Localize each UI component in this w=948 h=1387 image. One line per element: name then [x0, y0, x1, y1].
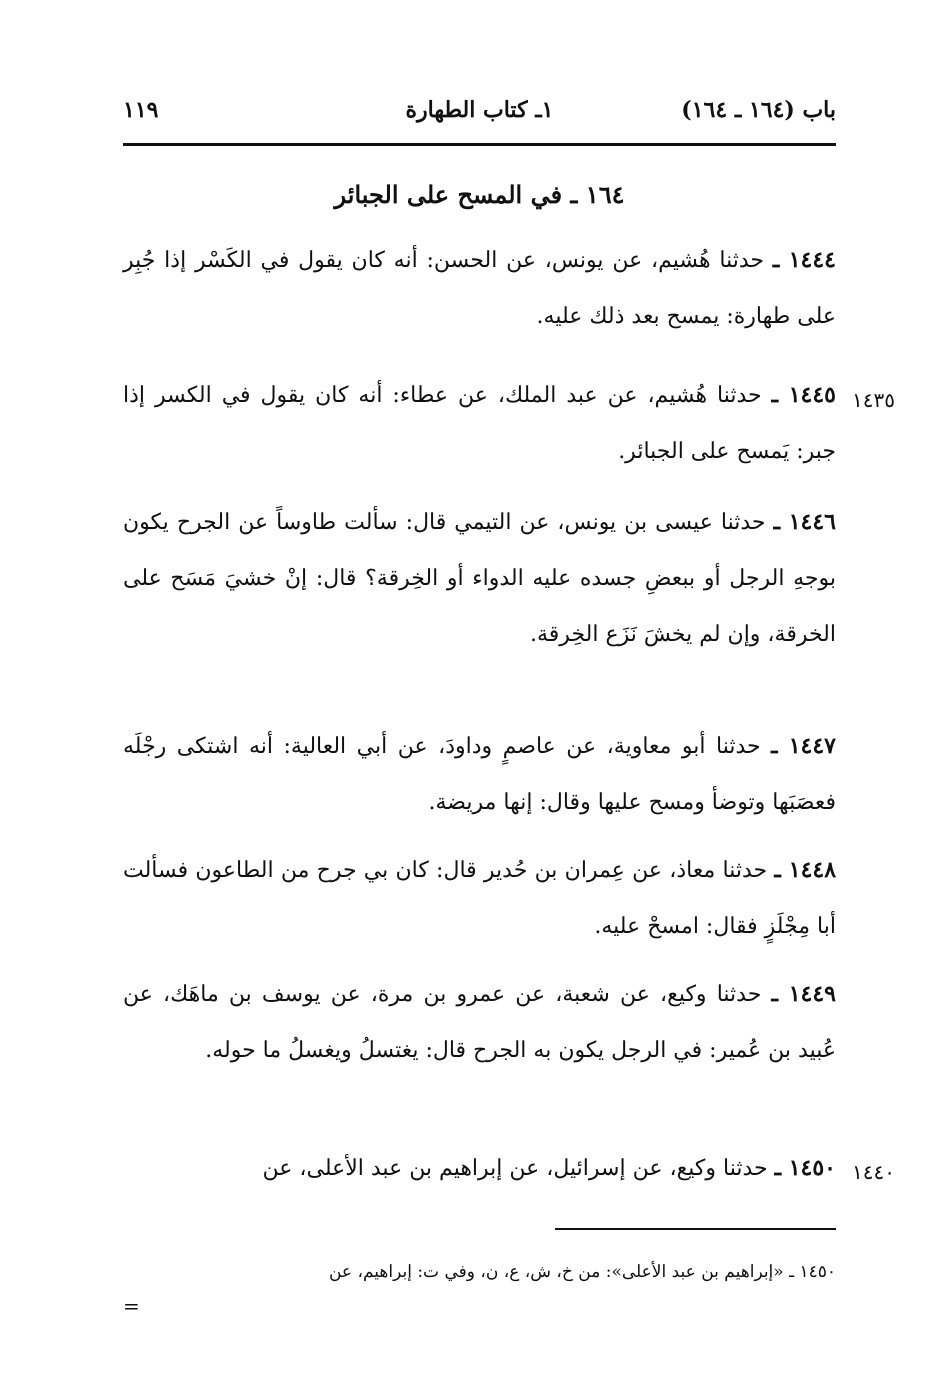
chapter-title: ١٦٤ ـ في المسح على الجبائر	[334, 180, 625, 209]
hadith-entry	[123, 842, 836, 955]
hadith-entry	[123, 718, 836, 831]
hadith-text: حدثنا عيسى بن يونس، عن التيمي قال: سألت طاوساً عن الجرح يكون بوجهِ الرجل أو ببعضِ جسده عليه الدواء أو الخِرقة؟ قال: إنْ خشيَ مَسَح على الخرقة، وإن لم يخشَ نَزَع الخِرقة.	[123, 510, 836, 647]
hadith-text: حدثنا وكيع، عن إسرائيل، عن إبراهيم بن عبد الأعلى، عن	[262, 1156, 768, 1181]
footnote: ١٤٥٠ ـ «إبراهيم بن عبد الأعلى»: من خ، ش، ع، ن، وفي ت: إبراهيم، عن	[328, 1262, 836, 1282]
hadith-text: حدثنا وكيع، عن شعبة، عن عمرو بن مرة، عن يوسف بن ماهَك، عن عُبيد بن عُمير: في الرجل يكون به الجرح قال: يغتسلُ ويغسلُ ما حوله.	[123, 982, 836, 1063]
hadith-number: ١٤٥٠ ـ	[774, 1155, 836, 1181]
hadith-entry	[123, 232, 836, 345]
hadith-text: حدثنا أبو معاوية، عن عاصمٍ وداودَ، عن أبي العالية: أنه اشتكى رجْلَه فعصَبَها وتوضأ ومسح عليها وقال: إنها مريضة.	[123, 734, 836, 815]
hadith-text: حدثنا معاذ، عن عِمران بن حُدير قال: كان بي جرح من الطاعون فسألت أبا مِجْلَزٍ فقال: امسحْ عليه.	[123, 858, 836, 939]
hadith-number: ١٤٤٧ ـ	[771, 733, 836, 759]
hadith-entry	[123, 966, 836, 1079]
hadith-entry	[123, 1140, 836, 1197]
page-number: ١١٩	[123, 97, 159, 123]
footnote-continuation-mark: =	[123, 1294, 140, 1318]
hadith-number: ١٤٤٥ ـ	[771, 382, 836, 408]
hadith-number: ١٤٤٤ ـ	[772, 247, 836, 273]
hadith-entry	[123, 494, 836, 663]
hadith-number: ١٤٤٦ ـ	[773, 509, 836, 535]
header-rule	[123, 143, 836, 146]
hadith-number: ١٤٤٨ ـ	[774, 857, 837, 883]
running-head	[123, 93, 836, 133]
margin-number: ١٤٣٥	[852, 388, 895, 412]
hadith-text: حدثنا هُشيم، عن يونس، عن الحسن: أنه كان يقول في الكَسْر إذا جُبِر على طهارة: يمسح بعد ذلك عليه.	[123, 248, 836, 329]
hadith-number: ١٤٤٩ ـ	[771, 981, 836, 1007]
hadith-entry	[123, 367, 836, 480]
hadith-text: حدثنا هُشيم، عن عبد الملك، عن عطاء: أنه كان يقول في الكسر إذا جبر: يَمسح على الجبائر.	[123, 383, 836, 464]
book-title: ١ـ كتاب الطهارة	[405, 97, 554, 123]
margin-number: ١٤٤٠	[852, 1160, 895, 1184]
section-range: باب (١٦٤ ـ ١٦٤)	[681, 97, 836, 123]
footnote-rule	[555, 1228, 836, 1230]
